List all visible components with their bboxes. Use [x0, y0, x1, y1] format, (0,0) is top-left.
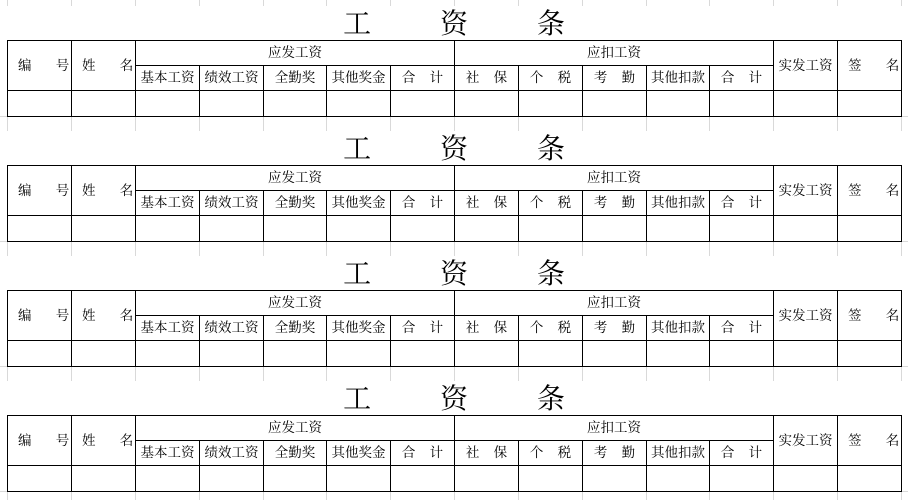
cell-signature[interactable]	[838, 91, 902, 117]
header-other-deduction: 其他扣款	[647, 316, 710, 341]
cell-other-bonus[interactable]	[327, 216, 391, 242]
header-name: 姓 名	[72, 291, 136, 341]
header-name: 姓 名	[72, 416, 136, 466]
cell-payable-total[interactable]	[391, 466, 455, 492]
header-social-insurance: 社 保	[455, 66, 519, 91]
payslip	[0, 375, 908, 500]
header-income-tax: 个 税	[519, 441, 583, 466]
header-basic-salary: 基本工资	[136, 191, 200, 216]
header-payable-total: 合 计	[391, 441, 455, 466]
header-payable-group: 应发工资	[136, 41, 455, 66]
cell-deduction-total[interactable]	[710, 466, 774, 492]
header-payable-group: 应发工资	[136, 416, 455, 441]
header-deduction-group: 应扣工资	[455, 416, 774, 441]
payslip	[0, 0, 908, 125]
cell-net-pay[interactable]	[774, 341, 838, 367]
cell-performance-pay[interactable]	[200, 466, 264, 492]
cell-social-insurance[interactable]	[455, 91, 519, 117]
header-number: 编 号	[8, 166, 72, 216]
header-performance-pay: 绩效工资	[200, 191, 264, 216]
cell-net-pay[interactable]	[774, 466, 838, 492]
cell-signature[interactable]	[838, 216, 902, 242]
header-signature: 签 名	[838, 166, 902, 216]
payslip-title: 工 资 条	[0, 256, 908, 292]
table-row	[8, 91, 902, 117]
cell-income-tax[interactable]	[519, 91, 583, 117]
cell-payable-total[interactable]	[391, 341, 455, 367]
header-social-insurance: 社 保	[455, 441, 519, 466]
header-deduction-group: 应扣工资	[455, 41, 774, 66]
header-payable-total: 合 计	[391, 191, 455, 216]
header-income-tax: 个 税	[519, 316, 583, 341]
cell-performance-pay[interactable]	[200, 216, 264, 242]
header-payable-group: 应发工资	[136, 291, 455, 316]
cell-net-pay[interactable]	[774, 91, 838, 117]
cell-signature[interactable]	[838, 466, 902, 492]
header-name: 姓 名	[72, 166, 136, 216]
header-deduction-total: 合 计	[710, 191, 774, 216]
cell-deduction-total[interactable]	[710, 91, 774, 117]
cell-signature[interactable]	[838, 341, 902, 367]
header-other-deduction: 其他扣款	[647, 66, 710, 91]
cell-other-bonus[interactable]	[327, 341, 391, 367]
header-signature: 签 名	[838, 41, 902, 91]
header-income-tax: 个 税	[519, 191, 583, 216]
cell-name[interactable]	[72, 216, 136, 242]
payslip-table	[7, 290, 909, 367]
cell-number[interactable]	[8, 466, 72, 492]
header-net-pay: 实发工资	[774, 166, 838, 216]
header-other-bonus: 其他奖金	[327, 66, 391, 91]
cell-basic-salary[interactable]	[136, 341, 200, 367]
cell-other-deduction[interactable]	[647, 341, 710, 367]
cell-attendance-bonus[interactable]	[264, 216, 327, 242]
header-attendance-deduction: 考 勤	[583, 191, 647, 216]
header-deduction-group: 应扣工资	[455, 291, 774, 316]
cell-basic-salary[interactable]	[136, 466, 200, 492]
cell-number[interactable]	[8, 341, 72, 367]
header-attendance-bonus: 全勤奖	[264, 66, 327, 91]
header-number: 编 号	[8, 41, 72, 91]
payslip-table	[7, 165, 909, 242]
header-performance-pay: 绩效工资	[200, 316, 264, 341]
cell-attendance-deduction[interactable]	[583, 91, 647, 117]
cell-deduction-total[interactable]	[710, 216, 774, 242]
cell-attendance-bonus[interactable]	[264, 341, 327, 367]
header-income-tax: 个 税	[519, 66, 583, 91]
header-deduction-total: 合 计	[710, 316, 774, 341]
table-row	[8, 216, 902, 242]
header-basic-salary: 基本工资	[136, 316, 200, 341]
header-basic-salary: 基本工资	[136, 441, 200, 466]
cell-name[interactable]	[72, 91, 136, 117]
header-other-bonus: 其他奖金	[327, 191, 391, 216]
cell-social-insurance[interactable]	[455, 341, 519, 367]
payslip-table	[7, 415, 909, 492]
header-other-deduction: 其他扣款	[647, 441, 710, 466]
cell-number[interactable]	[8, 91, 72, 117]
cell-deduction-total[interactable]	[710, 341, 774, 367]
cell-attendance-deduction[interactable]	[583, 216, 647, 242]
header-deduction-total: 合 计	[710, 441, 774, 466]
header-other-deduction: 其他扣款	[647, 191, 710, 216]
header-basic-salary: 基本工资	[136, 66, 200, 91]
cell-basic-salary[interactable]	[136, 91, 200, 117]
cell-attendance-bonus[interactable]	[264, 91, 327, 117]
cell-other-bonus[interactable]	[327, 466, 391, 492]
cell-income-tax[interactable]	[519, 466, 583, 492]
cell-attendance-deduction[interactable]	[583, 466, 647, 492]
header-social-insurance: 社 保	[455, 191, 519, 216]
header-payable-total: 合 计	[391, 316, 455, 341]
cell-other-deduction[interactable]	[647, 216, 710, 242]
header-net-pay: 实发工资	[774, 416, 838, 466]
payslip-title: 工 资 条	[0, 381, 908, 417]
cell-payable-total[interactable]	[391, 91, 455, 117]
cell-name[interactable]	[72, 466, 136, 492]
payslip-title: 工 资 条	[0, 6, 908, 42]
header-attendance-deduction: 考 勤	[583, 441, 647, 466]
header-net-pay: 实发工资	[774, 291, 838, 341]
header-other-bonus: 其他奖金	[327, 316, 391, 341]
header-attendance-bonus: 全勤奖	[264, 316, 327, 341]
header-attendance-deduction: 考 勤	[583, 66, 647, 91]
cell-net-pay[interactable]	[774, 216, 838, 242]
table-row	[8, 341, 902, 367]
header-payable-total: 合 计	[391, 66, 455, 91]
cell-other-bonus[interactable]	[327, 91, 391, 117]
header-number: 编 号	[8, 291, 72, 341]
header-deduction-group: 应扣工资	[455, 166, 774, 191]
header-social-insurance: 社 保	[455, 316, 519, 341]
cell-other-deduction[interactable]	[647, 466, 710, 492]
cell-performance-pay[interactable]	[200, 91, 264, 117]
cell-income-tax[interactable]	[519, 341, 583, 367]
cell-social-insurance[interactable]	[455, 466, 519, 492]
header-signature: 签 名	[838, 416, 902, 466]
cell-other-deduction[interactable]	[647, 91, 710, 117]
header-payable-group: 应发工资	[136, 166, 455, 191]
cell-attendance-bonus[interactable]	[264, 466, 327, 492]
header-attendance-bonus: 全勤奖	[264, 441, 327, 466]
table-row	[8, 466, 902, 492]
header-number: 编 号	[8, 416, 72, 466]
header-performance-pay: 绩效工资	[200, 66, 264, 91]
cell-performance-pay[interactable]	[200, 341, 264, 367]
header-attendance-deduction: 考 勤	[583, 316, 647, 341]
payslip	[0, 125, 908, 250]
header-performance-pay: 绩效工资	[200, 441, 264, 466]
payslip-table	[7, 40, 909, 117]
cell-payable-total[interactable]	[391, 216, 455, 242]
cell-number[interactable]	[8, 216, 72, 242]
header-other-bonus: 其他奖金	[327, 441, 391, 466]
payslip	[0, 250, 908, 375]
header-name: 姓 名	[72, 41, 136, 91]
header-attendance-bonus: 全勤奖	[264, 191, 327, 216]
cell-income-tax[interactable]	[519, 216, 583, 242]
cell-basic-salary[interactable]	[136, 216, 200, 242]
payslip-title: 工 资 条	[0, 131, 908, 167]
cell-name[interactable]	[72, 341, 136, 367]
cell-social-insurance[interactable]	[455, 216, 519, 242]
header-deduction-total: 合 计	[710, 66, 774, 91]
header-net-pay: 实发工资	[774, 41, 838, 91]
header-signature: 签 名	[838, 291, 902, 341]
cell-attendance-deduction[interactable]	[583, 341, 647, 367]
